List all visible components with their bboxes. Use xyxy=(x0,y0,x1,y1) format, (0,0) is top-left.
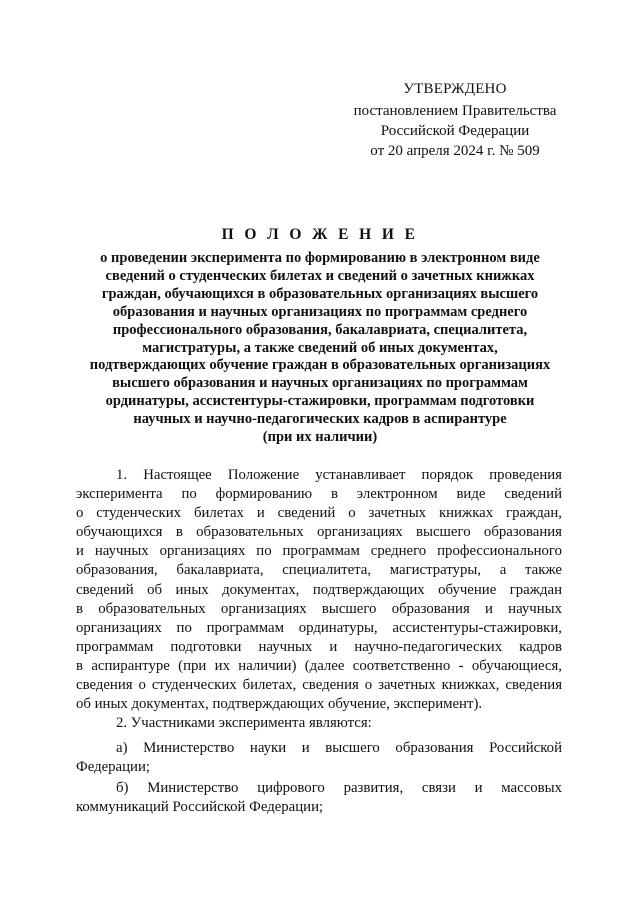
paragraph-line: коммуникаций Российской Федерации; xyxy=(76,799,324,816)
subtitle-line: ординатуры, ассистентуры-стажировки, программам подготовки xyxy=(105,393,535,410)
approval-line: от 20 апреля 2024 г. № 509 xyxy=(370,143,540,159)
paragraph-line: организациях по программам ординатуры, ассистентуры-стажировки, xyxy=(76,619,562,636)
paragraph-line: образования, бакалавриата, специалитета, магистратуры, а также xyxy=(76,562,562,579)
list-item-b xyxy=(76,779,562,817)
subtitle-line: подтверждающих обучение граждан в образовательных организациях xyxy=(89,357,551,374)
paragraph-line: 1. Настоящее Положение устанавливает порядок проведения xyxy=(116,467,562,483)
approval-line: постановлением Правительства xyxy=(353,103,557,119)
paragraph-line: об иных документах, подтверждающих обучение, эксперимент). xyxy=(76,696,483,713)
subtitle-line: высшего образования и научных организациях по программам xyxy=(112,375,528,392)
paragraph-line: сведения о студенческих билетах, сведения о зачетных книжках, сведения xyxy=(76,677,562,694)
subtitle-line: образования и научных организациях по программам среднего xyxy=(112,303,528,320)
subtitle-line: о проведении эксперимента по формированию в электронном виде xyxy=(100,250,540,266)
subtitle-line: профессионального образования, бакалавриата, специалитета, xyxy=(112,321,528,338)
paragraph-line: Федерации; xyxy=(76,759,150,776)
paragraph-line: эксперимента по формированию в электронном виде сведений xyxy=(76,486,562,503)
paragraph-line: а) Министерство науки и высшего образования Российской xyxy=(116,740,562,756)
subtitle-line: магистратуры, а также сведений об иных документах, xyxy=(142,339,498,356)
subtitle-line: научных и научно-педагогических кадров в аспирантуре xyxy=(133,411,507,428)
paragraph-1 xyxy=(76,466,562,733)
paragraph-line: о студенческих билетах и сведений о зачетных книжках граждан, xyxy=(76,505,562,522)
approval-heading: УТВЕРЖДЕНО xyxy=(403,81,507,97)
subtitle-line: (при их наличии) xyxy=(262,429,378,446)
document-title: П О Л О Ж Е Н И Е xyxy=(221,226,419,243)
subtitle-line: граждан, обучающихся в образовательных организациях высшего xyxy=(101,285,539,302)
paragraph-2: 2. Участниками эксперимента являются: xyxy=(116,715,372,732)
paragraph-line: программам подготовки научных и научно-педагогических кадров xyxy=(76,638,562,655)
paragraph-line: сведений об иных документах, подтверждающих обучение граждан xyxy=(76,581,562,598)
subtitle-line: сведений о студенческих билетах и сведений о зачетных книжках xyxy=(105,267,535,284)
approval-line: Российской Федерации xyxy=(380,123,530,139)
document-subtitle xyxy=(70,250,570,447)
paragraph-line: в аспирантуре (при их наличии) (далее соответственно - обучающиеся, xyxy=(76,657,562,674)
paragraph-line: в образовательных организациях высшего образования и научных xyxy=(76,600,562,617)
approval-stamp xyxy=(330,79,580,161)
list-item-a xyxy=(76,739,562,777)
paragraph-line: обучающихся в образовательных организациях высшего образования xyxy=(76,524,562,541)
paragraph-line: б) Министерство цифрового развития, связи и массовых xyxy=(116,780,562,796)
paragraph-line: и научных организациях по программам среднего профессионального xyxy=(76,543,562,560)
